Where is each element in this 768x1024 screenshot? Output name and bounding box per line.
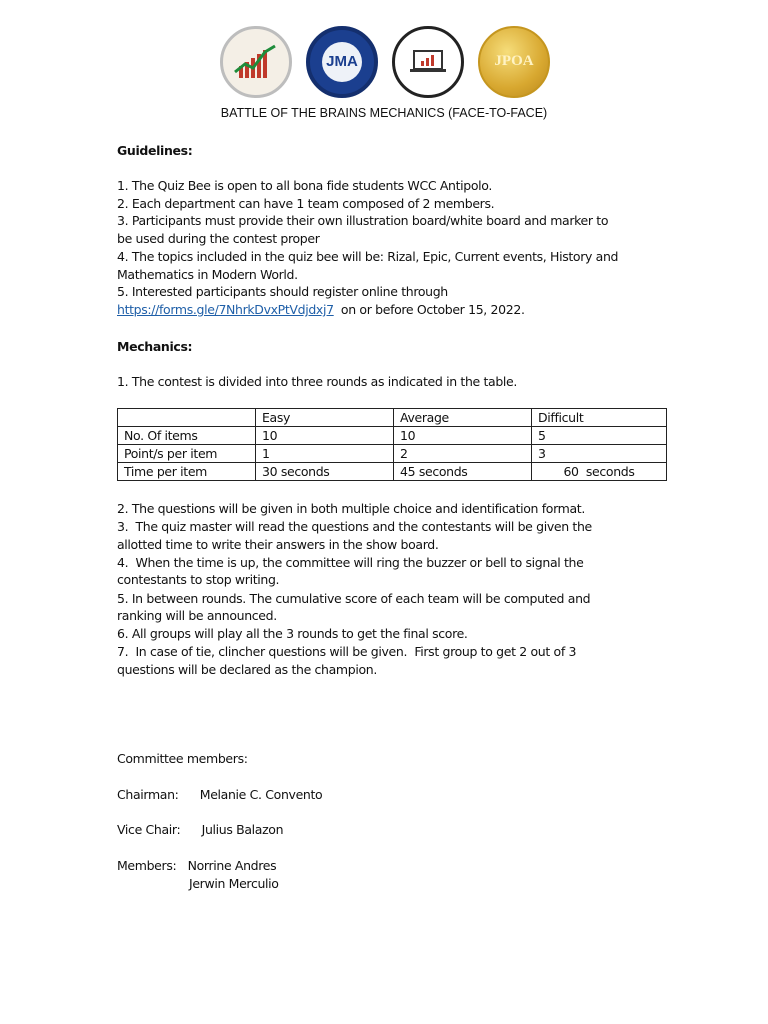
table-header-row xyxy=(118,409,667,427)
guideline-item: Mathematics in Modern World. xyxy=(117,267,298,282)
mechanics-item: 3. The quiz master will read the questions and the contestants will be given the xyxy=(117,519,592,534)
table-cell: Time per item xyxy=(118,463,256,481)
vice-chair-name: Julius Balazon xyxy=(201,822,284,837)
members-label: Members: xyxy=(117,858,177,873)
chairman-row xyxy=(117,786,322,804)
registration-line xyxy=(117,301,525,319)
mechanics-item: contestants to stop writing. xyxy=(117,572,280,587)
guideline-item: be used during the contest proper xyxy=(117,231,320,246)
table-header-cell: Difficult xyxy=(532,409,667,427)
mechanics-item: questions will be declared as the champion. xyxy=(117,662,377,677)
mechanics-heading: Mechanics: xyxy=(117,339,193,354)
page-title: BATTLE OF THE BRAINS MECHANICS (FACE-TO-FACE) xyxy=(220,106,548,120)
jpoa-gold-seal-icon xyxy=(478,26,550,98)
table-cell: 10 xyxy=(256,427,394,445)
members-row xyxy=(117,857,276,875)
mechanics-item: 5. In between rounds. The cumulative score of each team will be computed and xyxy=(117,591,591,606)
table-header-cell xyxy=(118,409,256,427)
jpoa-seal-text: JPOA xyxy=(494,53,534,69)
guideline-item: 5. Interested participants should register online through xyxy=(117,284,448,299)
rounds-table xyxy=(117,408,667,481)
accountancy-seal-icon xyxy=(392,26,464,98)
member-name: Jerwin Merculio xyxy=(189,876,279,891)
mechanics-item: allotted time to write their answers in the show board. xyxy=(117,537,439,552)
table-cell: Point/s per item xyxy=(118,445,256,463)
mechanics-item: 4. When the time is up, the committee will ring the buzzer or bell to signal the xyxy=(117,555,584,570)
jma-seal-icon xyxy=(306,26,378,98)
table-row xyxy=(118,445,667,463)
guideline-item: 1. The Quiz Bee is open to all bona fide students WCC Antipolo. xyxy=(117,178,492,193)
mechanics-item: 7. In case of tie, clincher questions will be given. First group to get 2 out of 3 xyxy=(117,644,577,659)
vice-chair-row xyxy=(117,821,283,839)
guidelines-heading: Guidelines: xyxy=(117,143,193,158)
registration-deadline: on or before October 15, 2022. xyxy=(333,302,525,317)
table-cell: 2 xyxy=(394,445,532,463)
table-cell: 1 xyxy=(256,445,394,463)
table-row xyxy=(118,427,667,445)
logo-row xyxy=(220,24,550,99)
guideline-item: 4. The topics included in the quiz bee will be: Rizal, Epic, Current events, History and xyxy=(117,249,619,264)
table-row xyxy=(118,463,667,481)
table-cell: 45 seconds xyxy=(394,463,532,481)
table-cell: 10 xyxy=(394,427,532,445)
mechanics-item: ranking will be announced. xyxy=(117,608,277,623)
chairman-label: Chairman: xyxy=(117,787,179,802)
table-cell: 30 seconds xyxy=(256,463,394,481)
vice-chair-label: Vice Chair: xyxy=(117,822,181,837)
registration-form-link[interactable]: https://forms.gle/7NhrkDvxPtVdjdxj7 xyxy=(117,302,334,317)
table-cell: No. Of items xyxy=(118,427,256,445)
jma-seal-text: JMA xyxy=(322,42,362,82)
committee-heading: Committee members: xyxy=(117,751,248,766)
guideline-item: 2. Each department can have 1 team composed of 2 members. xyxy=(117,196,495,211)
business-admin-seal-icon xyxy=(220,26,292,98)
mechanics-item: 2. The questions will be given in both multiple choice and identification format. xyxy=(117,501,585,516)
mechanics-item: 6. All groups will play all the 3 rounds to get the final score. xyxy=(117,626,468,641)
table-header-cell: Easy xyxy=(256,409,394,427)
table-cell: 5 xyxy=(532,427,667,445)
chairman-name: Melanie C. Convento xyxy=(199,787,323,802)
table-cell: 60 seconds xyxy=(532,463,667,481)
guideline-item: 3. Participants must provide their own illustration board/white board and marker to xyxy=(117,213,609,228)
member-name: Norrine Andres xyxy=(187,858,277,873)
mechanics-intro: 1. The contest is divided into three rounds as indicated in the table. xyxy=(117,374,518,389)
table-cell: 3 xyxy=(532,445,667,463)
table-header-cell: Average xyxy=(394,409,532,427)
